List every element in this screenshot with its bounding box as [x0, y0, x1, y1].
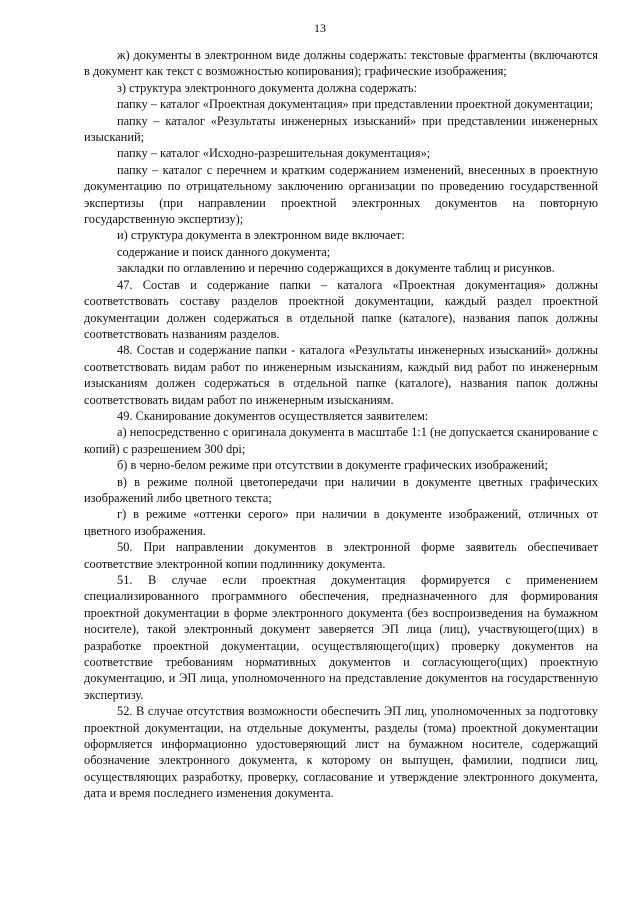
paragraph-47: 47. Состав и содержание папки – каталога «Проектная документация» должны соответствовать составу разделов проектной документации, каждый раздел проектной документации должен содержаться в отдельной папке (каталоге), названия папок должны соответствовать названиям разделов. — [84, 277, 598, 341]
paragraph-51: 51. В случае если проектная документация формируется с применением специализированного программного обеспечения, предназначенного для формирования проектной документации в форме электронного документа (без воспроизведения на бумажном носителе), такой электронный документ заверяется ЭП лица (лиц), участвующего(щих) в разработке проектной документации, осуществляющего(щих) проверку документов на соответствие требованиям нормативных документов и согласующего(щих) проектную документацию, и ЭП лица, уполномоченного на представление документов на государственную экспертизу. — [84, 573, 598, 702]
paragraph-i: и) структура документа в электронном виде включает: — [117, 228, 405, 243]
paragraph-52: 52. В случае отсутствия возможности обеспечить ЭП лиц, уполномоченных за подготовку проектной документации, на отдельные документы, разделы (тома) проектной документации оформляется информационно удостоверяющий лист на бумажном носителе, содержащий обозначение электронного документа, к которому он выпущен, фамилии, подписи лиц, осуществляющих разработку, проверку, согласование и утверждение электронного документа, дата и время последнего изменения документа. — [84, 704, 598, 801]
paragraph-bookmarks: закладки по оглавлению и перечню содержащихся в документе таблиц и рисунков. — [117, 261, 555, 276]
page-number: 13 — [314, 21, 326, 35]
paragraph-folder-project: папку – каталог «Проектная документация» при представлении проектной документации; — [117, 97, 594, 112]
paragraph-z: з) структура электронного документа должна содержать: — [117, 80, 418, 95]
paragraph-folder-permits: папку – каталог «Исходно-разрешительная документация»; — [117, 146, 431, 161]
paragraph-49-g: г) в режиме «оттенки серого» при наличии в документе изображений, отличных от цветного изображения. — [84, 507, 598, 538]
paragraph-49-b: б) в черно-белом режиме при отсутствии в документе графических изображений; — [117, 458, 548, 473]
paragraph-48: 48. Состав и содержание папки - каталога «Результаты инженерных изысканий» должны соответствовать видам работ по инженерным изысканиям, каждый вид работ по инженерным изысканиям должен содержаться в отдельной папке (каталоге), названия папок должны соответствовать видам работ по инженерным изысканиям. — [84, 343, 598, 407]
paragraph-folder-changes: папку – каталог с перечнем и кратким содержанием изменений, внесенных в проектную документацию по отрицательному заключению организации по проведению государственной экспертизы (при направлении проектной электронных документов на повторную государственную экспертизу); — [84, 162, 598, 227]
document-body — [84, 47, 598, 802]
paragraph-49: 49. Сканирование документов осуществляется заявителем: — [117, 408, 429, 423]
paragraph-49-a: а) непосредственно с оригинала документа в масштабе 1:1 (не допускается сканирование с копий) с разрешением 300 dpi; — [84, 425, 598, 456]
paragraph-folder-surveys: папку – каталог «Результаты инженерных изысканий» при представлении инженерных изысканий; — [84, 113, 598, 145]
paragraph-contents-search: содержание и поиск данного документа; — [117, 244, 331, 259]
paragraph-zh: ж) документы в электронном виде должны содержать: текстовые фрагменты (включаются в документ как текст с возможностью копирования); графические изображения; — [84, 48, 598, 79]
paragraph-49-v: в) в режиме полной цветопередачи при наличии в документе цветных графических изображений либо цветного текста; — [84, 474, 598, 505]
paragraph-50: 50. При направлении документов в электронной форме заявитель обеспечивает соответствие электронной копии подлиннику документа. — [84, 540, 598, 571]
